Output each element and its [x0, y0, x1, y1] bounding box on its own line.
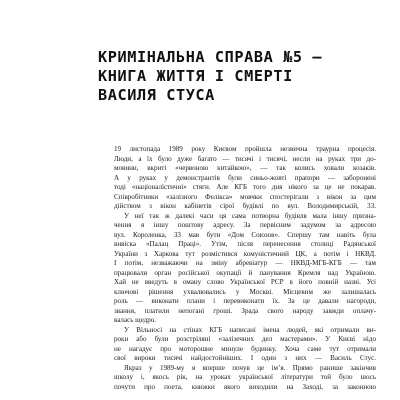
body-text — [114, 145, 376, 392]
text-line: Якраз у 1989-му я вперше почув це ім’я. Прямо ранише закінчив — [124, 363, 376, 372]
text-line: ключові рішення ухвалювались у Москві. Місцевим же залишалась — [114, 287, 376, 296]
text-line: роль — виконати плани і перевиконати їх. За це давали нагороди, — [114, 297, 376, 305]
text-line: звання, платили непогані гроші. Зрада свого народу завжди оплачу- — [114, 306, 376, 315]
text-line: валась щедро. — [114, 316, 157, 324]
text-line: школу і, якось рік, на уроках української літератури той було шось — [114, 373, 376, 381]
text-line: Співробітники «залізного Фелікса» мовчки спостерігали з вікон за цим — [114, 192, 376, 201]
heading-line: КРИМІНАЛЬНА СПРАВА №5 — — [98, 48, 323, 66]
text-line: свої вироки тисячі найдостойніших. І один з них — Василь Стус. — [114, 354, 376, 362]
heading-line: ВАСИЛЯ СТУСА — [98, 86, 215, 104]
text-line: роки або були розстріляні «залізечних дел мастерами». У Києві нідо — [114, 335, 376, 343]
text-line: вивіска «Палац Праці». Утім, після перенесення столиці Радянської — [114, 240, 376, 248]
text-line: не нагадує про моторошне минуле будинку. Хоча саме тут отримали — [114, 344, 376, 353]
chapter-heading — [98, 48, 398, 105]
text-line: 19 листопада 1989 року Києвом пройшла незвична траурна процесія. — [114, 145, 376, 153]
text-line: мовини, вкриті «червоною китайкою», — так колись ховали козаків. — [114, 164, 376, 172]
text-line: І потім, незважаючи на зміну абревіатур — НКВД-МГБ-КГБ — там — [114, 259, 376, 267]
text-line: У Вільносі на стінах КГБ написані імена людей, які отримали ви- — [124, 325, 376, 334]
text-line: Хай не введуть в оману слово Української РСР в його повній назві. Усі — [114, 278, 376, 286]
text-line: У неї так ж далекі часи ця сама потворна будівля мала іншу призна- — [124, 211, 376, 220]
text-line: вул. Короленка, 33 мав бути «Дом Союзов». Спершу там навіть була — [114, 230, 376, 239]
paragraph — [114, 212, 376, 326]
text-line: тоді «націоналістичні» стяги. Але КГБ того дня нікого за це не покарав. — [114, 183, 376, 191]
text-line: Люди, а їх було дуже багато — тисячі і тисячі, несли на руках три до- — [114, 154, 376, 163]
paragraph — [114, 326, 376, 393]
text-line: України з Харкова тут розмістився комуністичний ЦК, а потім і НКВД. — [114, 249, 376, 258]
paragraph — [114, 145, 376, 212]
text-line: працювали орган російської окупації й панування Кремля над Україною. — [114, 268, 376, 277]
heading-line: КНИГА ЖИТТЯ І СМЕРТІ — [98, 67, 293, 85]
text-line: почути про поета, книжки якого виходили на Заході, за законною — [114, 382, 376, 391]
text-line: чення я іншу поштову адресу. За первісним задумом за адресою — [114, 221, 376, 229]
text-line: А у руках у демонстрантів були синьо-жовті прапори — заборонені — [114, 173, 376, 182]
text-line: дійством з вікон кабінетів сірої будівлі по вул. Володимирській, 33. — [114, 202, 376, 210]
